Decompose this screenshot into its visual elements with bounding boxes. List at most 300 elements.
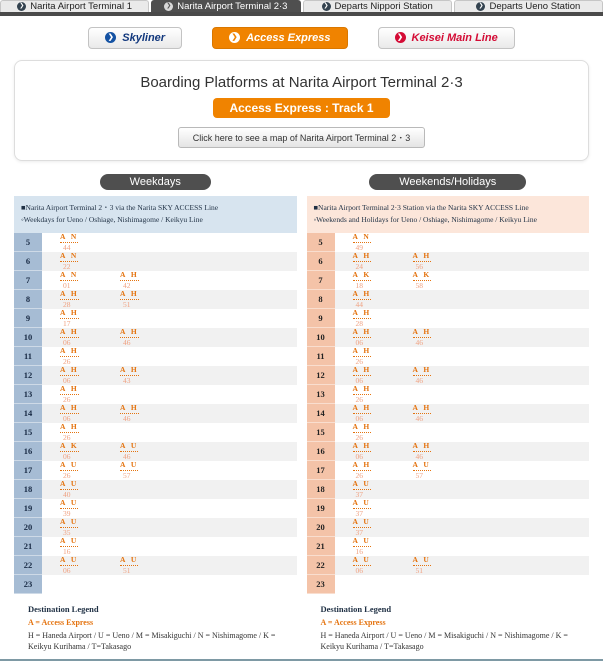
minute-cells [335, 290, 590, 309]
arrow-circle-icon: ❯ [19, 3, 25, 9]
train-code: A H [60, 365, 79, 375]
minute-cells [335, 442, 590, 461]
hour-cell: 12 [307, 366, 335, 385]
train-code: A H [352, 422, 372, 432]
train-code: A H [412, 441, 432, 451]
timetable-entry[interactable] [353, 233, 413, 252]
train-code: A N [352, 232, 371, 242]
table-row [307, 252, 590, 271]
hour-cell: 13 [307, 385, 335, 404]
arrow-circle-icon: ❯ [166, 3, 172, 9]
minute-cells [42, 309, 297, 328]
tab-narita-airport-terminal-1[interactable] [0, 0, 149, 12]
tab-departs-nippori-station[interactable] [303, 0, 452, 12]
boarding-platform-card [14, 60, 589, 161]
weekday-caption-line1: ■Narita Airport Terminal 2・3 via the Narita SKY ACCESS Line [21, 202, 219, 212]
train-code: A U [412, 460, 431, 470]
timetable-entry[interactable] [413, 271, 473, 290]
table-row [307, 328, 590, 347]
hour-cell: 23 [307, 575, 335, 594]
hour-cell: 18 [307, 480, 335, 499]
departure-minute: 26 [355, 356, 363, 366]
hour-cell: 9 [307, 309, 335, 328]
weekend-caption-line2: ◦Weekends and Holidays for Ueno / Oshiage, Nishimagome / Keikyu Line [313, 215, 537, 225]
tab-departs-ueno-station[interactable] [454, 0, 603, 12]
table-row [14, 442, 297, 461]
hour-cell: 5 [14, 233, 42, 252]
hour-cell: 22 [307, 556, 335, 575]
departure-minute: 06 [63, 375, 71, 385]
departure-minute: 56 [415, 261, 423, 271]
timetable-entry[interactable] [60, 442, 120, 461]
train-code: A U [352, 479, 371, 489]
minute-cells [335, 252, 590, 271]
minute-cells [335, 271, 590, 290]
minute-cells [335, 309, 590, 328]
departure-minute: 26 [355, 470, 363, 480]
tab-label: Narita Airport Terminal 1 [30, 1, 132, 12]
train-code: A U [60, 555, 79, 565]
departure-minute: 06 [355, 451, 363, 461]
table-row [14, 537, 297, 556]
hour-cell: 20 [14, 518, 42, 537]
hour-cell: 19 [14, 499, 42, 518]
train-code: A U [120, 555, 139, 565]
minute-cells [42, 366, 297, 385]
timetables [0, 172, 603, 653]
access-express-button[interactable] [212, 27, 347, 49]
departure-minute: 58 [415, 280, 423, 290]
timetable-entry[interactable] [60, 233, 120, 252]
arrow-circle-icon: ❯ [323, 3, 329, 9]
hour-cell: 18 [14, 480, 42, 499]
timetable-entry[interactable] [60, 537, 120, 556]
hour-cell: 15 [14, 423, 42, 442]
train-code: A U [60, 536, 79, 546]
minute-cells [335, 480, 590, 499]
weekday-timetable [14, 172, 297, 653]
departure-minute: 24 [355, 261, 363, 271]
train-code: A H [120, 270, 139, 280]
minute-cells [335, 499, 590, 518]
departure-minute: 57 [123, 470, 131, 480]
train-code: A N [60, 232, 79, 242]
departure-minute: 26 [63, 470, 71, 480]
minute-cells [335, 404, 590, 423]
minute-cells [42, 499, 297, 518]
timetable-entry[interactable] [60, 499, 120, 518]
timetable-entry[interactable] [120, 556, 180, 575]
table-row [307, 309, 590, 328]
minute-cells [42, 271, 297, 290]
timetable-entry[interactable] [60, 309, 120, 328]
table-row [14, 252, 297, 271]
train-code: A H [352, 308, 372, 318]
departure-minute: 37 [355, 508, 363, 518]
minute-cells [335, 423, 590, 442]
departure-minute: 28 [63, 299, 71, 309]
hour-cell: 10 [307, 328, 335, 347]
timetable-entry[interactable] [413, 252, 473, 271]
weekday-caption-line2: ◦Weekdays for Ueno / Oshiage, Nishimagome / Keikyu Line [21, 215, 203, 225]
timetable-entry[interactable] [120, 461, 180, 480]
hour-cell: 9 [14, 309, 42, 328]
minute-cells [335, 366, 590, 385]
minute-cells [42, 347, 297, 366]
departure-minute: 46 [415, 451, 423, 461]
timetable-entry[interactable] [60, 252, 120, 271]
minute-cells [335, 233, 590, 252]
minute-cells [335, 518, 590, 537]
departure-minute: 06 [355, 375, 363, 385]
minute-cells [335, 328, 590, 347]
train-code: A N [60, 251, 79, 261]
table-row [14, 575, 297, 594]
hour-cell: 21 [307, 537, 335, 556]
departure-minute: 51 [415, 565, 423, 575]
departure-minute: 26 [63, 356, 71, 366]
departure-minute: 43 [123, 375, 131, 385]
hour-cell: 17 [14, 461, 42, 480]
departure-minute: 06 [63, 565, 71, 575]
timetable-entry[interactable] [60, 271, 120, 290]
destination-legend [28, 604, 297, 653]
departure-minute: 46 [123, 337, 131, 347]
table-row [14, 271, 297, 290]
weekend-table-caption [307, 196, 590, 234]
timetable-entry[interactable] [353, 385, 413, 404]
hour-cell: 8 [307, 290, 335, 309]
hour-cell: 13 [14, 385, 42, 404]
timetable-entry[interactable] [413, 404, 473, 423]
timetable-entry[interactable] [353, 480, 413, 499]
weekday-table-caption [14, 196, 297, 234]
hour-cell: 17 [307, 461, 335, 480]
train-code: A H [412, 327, 432, 337]
table-row [14, 233, 297, 252]
timetable-entry[interactable] [353, 499, 413, 518]
train-code: A U [60, 517, 79, 527]
train-code: A H [60, 346, 79, 356]
table-row [14, 518, 297, 537]
minute-cells [335, 575, 590, 594]
access-express-label: Access Express [246, 31, 331, 44]
departure-minute: 51 [123, 299, 131, 309]
train-code: A H [412, 365, 432, 375]
timetable-entry[interactable] [353, 328, 413, 347]
legend-destinations: H = Haneda Airport / U = Ueno / M = Misakiguchi / N = Nishimagome / K = Keikyu Kurihama / T=Takasago [28, 631, 276, 651]
hour-cell: 11 [14, 347, 42, 366]
timetable-entry[interactable] [353, 423, 413, 442]
hour-cell: 20 [307, 518, 335, 537]
timetable-entry[interactable] [353, 366, 413, 385]
legend-access-express: A = Access Express [28, 618, 94, 628]
minute-cells [335, 537, 590, 556]
weekends-holidays-pill: Weekends/Holidays [369, 174, 526, 190]
departure-minute: 17 [63, 318, 71, 328]
table-row [14, 461, 297, 480]
destination-legend [321, 604, 590, 653]
table-row [14, 423, 297, 442]
train-code: A H [60, 308, 79, 318]
timetable-entry[interactable] [353, 442, 413, 461]
timetable-entry[interactable] [353, 347, 413, 366]
minute-cells [42, 461, 297, 480]
legend-title: Destination Legend [320, 604, 392, 615]
departure-minute: 26 [63, 432, 71, 442]
keisei-main-line-button[interactable] [378, 27, 515, 49]
tab-label: Departs Nippori Station [334, 1, 433, 12]
minute-cells [42, 518, 297, 537]
hour-cell: 10 [14, 328, 42, 347]
minute-cells [335, 461, 590, 480]
tab-bar [0, 0, 603, 12]
hour-cell: 7 [14, 271, 42, 290]
weekend-rows [307, 233, 590, 594]
table-row [14, 309, 297, 328]
table-row [307, 347, 590, 366]
train-code: A H [60, 422, 79, 432]
timetable-entry[interactable] [413, 461, 473, 480]
departure-minute: 35 [63, 527, 71, 537]
timetable-entry[interactable] [353, 461, 413, 480]
timetable-entry[interactable] [60, 461, 120, 480]
train-code: A H [352, 251, 372, 261]
table-row [307, 290, 590, 309]
departure-minute: 06 [355, 337, 363, 347]
train-code: A H [60, 384, 79, 394]
train-code: A H [60, 327, 79, 337]
departure-minute: 06 [355, 565, 363, 575]
timetable-entry[interactable] [353, 271, 413, 290]
timetable-entry[interactable] [353, 252, 413, 271]
arrow-circle-icon: ❯ [478, 3, 484, 9]
train-code: A U [352, 536, 371, 546]
hour-cell: 23 [14, 575, 42, 594]
minute-cells [335, 347, 590, 366]
terminal-map-button[interactable]: Click here to see a map of Narita Airport Terminal 2・3 [178, 127, 425, 148]
train-code: A U [60, 460, 79, 470]
minute-cells [42, 480, 297, 499]
table-row [307, 518, 590, 537]
minute-cells [42, 556, 297, 575]
departure-minute: 46 [415, 337, 423, 347]
train-code: A H [352, 460, 372, 470]
departure-minute: 18 [355, 280, 363, 290]
timetable-entry[interactable] [60, 480, 120, 499]
skyliner-button[interactable] [88, 27, 182, 49]
table-row [14, 480, 297, 499]
departure-minute: 46 [123, 451, 131, 461]
train-code: A U [120, 441, 139, 451]
train-code: A K [352, 270, 372, 280]
hour-cell: 6 [307, 252, 335, 271]
legend-destinations: H = Haneda Airport / U = Ueno / M = Misakiguchi / N = Nishimagome / K = Keikyu Kurihama / T=Takasago [320, 631, 568, 651]
train-code: A H [352, 441, 372, 451]
train-code: A H [120, 365, 139, 375]
train-code: A U [120, 460, 139, 470]
table-row [307, 271, 590, 290]
hour-cell: 14 [307, 404, 335, 423]
table-row [307, 537, 590, 556]
train-code: A K [412, 270, 432, 280]
table-row [307, 442, 590, 461]
departure-minute: 44 [355, 299, 363, 309]
table-row [14, 328, 297, 347]
hour-cell: 16 [307, 442, 335, 461]
minute-cells [42, 404, 297, 423]
train-code: A H [60, 289, 79, 299]
table-row [14, 366, 297, 385]
timetable-entry[interactable] [60, 385, 120, 404]
skyliner-label: Skyliner [122, 31, 166, 44]
timetable-entry[interactable] [413, 366, 473, 385]
departure-minute: 06 [355, 413, 363, 423]
departure-minute: 46 [123, 413, 131, 423]
departure-minute: 16 [355, 546, 363, 556]
train-code: A H [60, 403, 79, 413]
train-code: A H [412, 403, 432, 413]
train-code: A U [60, 479, 79, 489]
timetable-entry[interactable] [120, 366, 180, 385]
timetable-entry[interactable] [353, 518, 413, 537]
train-code: A U [412, 555, 431, 565]
minute-cells [42, 252, 297, 271]
timetable-entry[interactable] [120, 328, 180, 347]
table-row [307, 233, 590, 252]
departure-minute: 01 [63, 280, 71, 290]
minute-cells [335, 556, 590, 575]
train-code: A H [352, 384, 372, 394]
hour-cell: 19 [307, 499, 335, 518]
timetable-entry[interactable] [60, 423, 120, 442]
hour-cell: 8 [14, 290, 42, 309]
page-title: Boarding Platforms at Narita Airport Terminal 2·3 [140, 73, 463, 91]
timetable-entry[interactable] [60, 328, 120, 347]
departure-minute: 46 [415, 413, 423, 423]
hour-cell: 7 [307, 271, 335, 290]
train-code: A U [352, 498, 371, 508]
departure-minute: 26 [355, 394, 363, 404]
timetable-entry[interactable] [120, 442, 180, 461]
hour-cell: 21 [14, 537, 42, 556]
timetable-entry[interactable] [353, 290, 413, 309]
table-row [14, 404, 297, 423]
departure-minute: 16 [63, 546, 71, 556]
timetable-entry[interactable] [60, 518, 120, 537]
minute-cells [42, 328, 297, 347]
table-row [307, 556, 590, 575]
weekend-caption-line1: ■Narita Airport Terminal 2·3 Station via the Narita SKY ACCESS Line [313, 202, 529, 212]
minute-cells [42, 290, 297, 309]
legend-title: Destination Legend [28, 604, 99, 615]
train-code: A H [120, 289, 139, 299]
departure-minute: 57 [415, 470, 423, 480]
tab-label: Narita Airport Terminal 2·3 [177, 1, 288, 12]
keisei-main-line-label: Keisei Main Line [411, 31, 498, 44]
departure-minute: 40 [63, 489, 71, 499]
timetable-entry[interactable] [413, 556, 473, 575]
tab-narita-airport-terminal-2-3[interactable] [151, 0, 300, 12]
arrow-circle-icon: ❯ [105, 32, 116, 43]
minute-cells [42, 537, 297, 556]
departure-minute: 49 [355, 242, 363, 252]
departure-minute: 06 [63, 413, 71, 423]
timetable-entry[interactable] [120, 271, 180, 290]
hour-cell: 5 [307, 233, 335, 252]
arrow-circle-icon: ❯ [395, 32, 406, 43]
timetable-entry[interactable] [60, 347, 120, 366]
hour-cell: 12 [14, 366, 42, 385]
hour-cell: 6 [14, 252, 42, 271]
line-button-bar [0, 16, 603, 58]
table-row [14, 556, 297, 575]
timetable-entry[interactable] [413, 328, 473, 347]
minute-cells [42, 233, 297, 252]
departure-minute: 37 [355, 489, 363, 499]
train-code: A H [120, 327, 139, 337]
arrow-circle-icon: ❯ [229, 32, 240, 43]
timetable-entry[interactable] [353, 309, 413, 328]
minute-cells [42, 423, 297, 442]
track-badge: Access Express : Track 1 [213, 98, 389, 118]
table-row [307, 423, 590, 442]
timetable-entry[interactable] [353, 404, 413, 423]
train-code: A H [352, 289, 372, 299]
train-code: A U [352, 555, 371, 565]
departure-minute: 46 [415, 375, 423, 385]
table-row [307, 385, 590, 404]
train-code: A H [352, 327, 372, 337]
timetable-entry[interactable] [353, 556, 413, 575]
departure-minute: 26 [63, 394, 71, 404]
departure-minute: 06 [63, 337, 71, 347]
table-row [307, 480, 590, 499]
train-code: A H [120, 403, 139, 413]
timetable-entry[interactable] [353, 537, 413, 556]
timetable-entry[interactable] [60, 290, 120, 309]
timetable-entry[interactable] [413, 442, 473, 461]
minute-cells [42, 442, 297, 461]
departure-minute: 39 [63, 508, 71, 518]
hour-cell: 14 [14, 404, 42, 423]
hour-cell: 11 [307, 347, 335, 366]
weekend-timetable [307, 172, 590, 653]
table-row [307, 366, 590, 385]
departure-minute: 28 [355, 318, 363, 328]
hour-cell: 16 [14, 442, 42, 461]
train-code: A H [352, 403, 372, 413]
departure-minute: 51 [123, 565, 131, 575]
timetable-entry[interactable] [120, 404, 180, 423]
timetable-entry[interactable] [60, 366, 120, 385]
table-row [307, 404, 590, 423]
timetable-entry[interactable] [60, 404, 120, 423]
table-row [307, 461, 590, 480]
departure-minute: 42 [123, 280, 131, 290]
departure-minute: 26 [355, 432, 363, 442]
departure-minute: 37 [355, 527, 363, 537]
table-row [307, 499, 590, 518]
timetable-entry[interactable] [60, 556, 120, 575]
weekdays-pill: Weekdays [100, 174, 211, 190]
timetable-entry[interactable] [120, 290, 180, 309]
legend-access-express: A = Access Express [320, 618, 386, 628]
train-code: A U [352, 517, 371, 527]
minute-cells [335, 385, 590, 404]
minute-cells [42, 385, 297, 404]
departure-minute: 22 [63, 261, 71, 271]
